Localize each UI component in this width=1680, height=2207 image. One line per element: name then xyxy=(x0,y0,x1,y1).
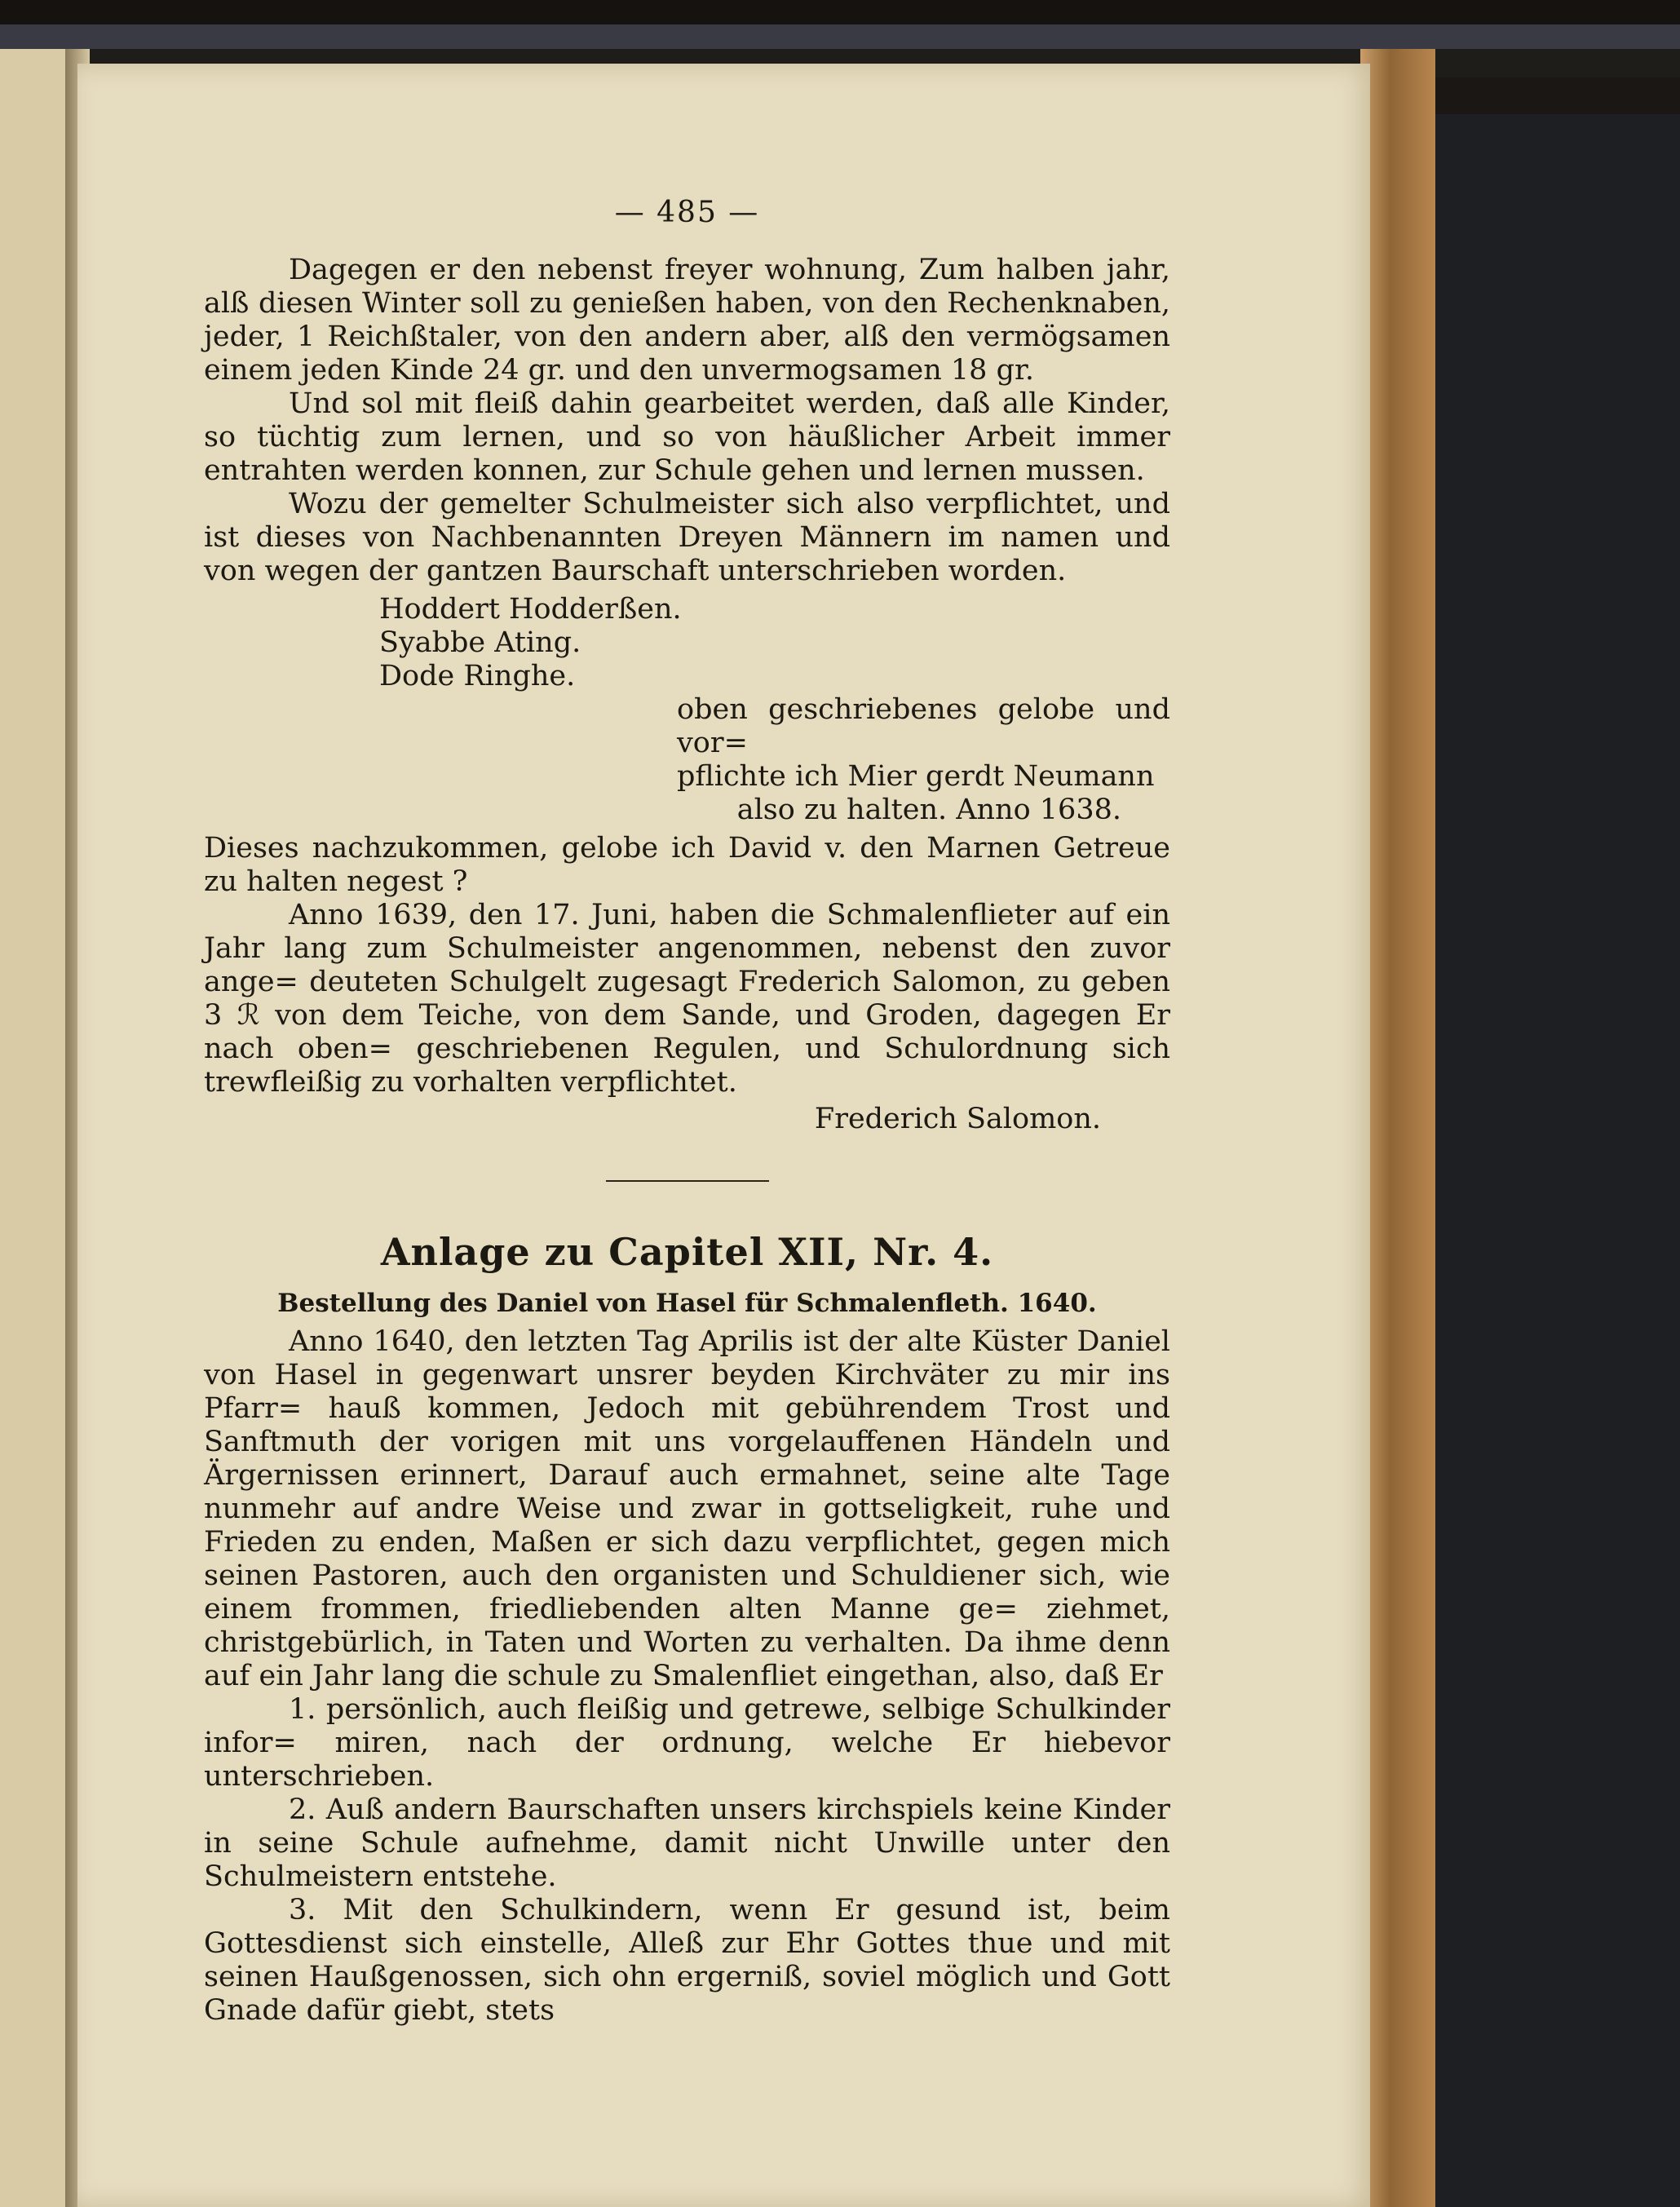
list-item: 2. Auß andern Baurschaften unsers kirchspiels keine Kinder in seine Schule aufnehme, damit nicht Unwille unter den Schulmeistern entstehe. xyxy=(204,1793,1170,1893)
signer-name: Syabbe Ating. xyxy=(379,626,581,659)
paragraph: Wozu der gemelter Schulmeister sich also verpflichtet, und ist dieses von Nachbenannten Dreyen Männern im namen und von wegen der gantzen Baurschaft unterschrieben worden. xyxy=(204,488,1170,587)
book-cover-board xyxy=(1435,114,1680,2207)
pledge-line: also zu halten. Anno 1638. xyxy=(736,794,1121,826)
page-fore-edge xyxy=(1360,49,1435,2207)
page-number: — 485 — xyxy=(614,196,760,229)
paragraph-1640: Anno 1640, den letzten Tag Aprilis ist der alte Küster Daniel von Hasel in gegenwart unsrer beyden Kirchväter zu mir ins Pfarr= hauß kommen, Jedoch mit gebührendem Trost und Sanftmuth der vorigen mit uns vorgelauffenen Händeln und Ärgernissen erinnert, Darauf auch ermahnet, seine alte Tage nunmehr auf andre Weise und zwar in gottseligkeit, ruhe und Frieden zu enden, Maßen er sich dazu verpflichtet, gegen mich seinen Pastoren, auch den organisten und Schuldiener sich, wie einem frommen, friedliebenden alten Manne ge= ziehmet, christgebürlich, in Taten und Worten zu verhalten. Da ihme denn auf ein Jahr lang die schule zu Smalenfliet eingethan, also, daß Er xyxy=(204,1325,1170,1692)
list-item: 1. persönlich, auch fleißig und getrewe, selbige Schulkinder infor= miren, nach der ordnung, welche Er hiebevor unterschrieben. xyxy=(204,1693,1170,1793)
pledge-line: pflichte ich Mier gerdt Neumann xyxy=(677,760,1155,793)
facing-page-edge xyxy=(0,49,73,2207)
paragraph: Dagegen er den nebenst freyer wohnung, Zum halben jahr, alß diesen Winter soll zu genießen haben, von den Rechenknaben, jeder, 1 Reichßtaler, von den andern aber, alß den vermögsamen einem jeden Kinde 24 gr. und den unvermogsamen 18 gr. xyxy=(204,254,1170,387)
signers-list xyxy=(379,593,1170,693)
pledge-neumann xyxy=(677,693,1170,827)
section-subheading: Bestellung des Daniel von Hasel für Schmalenfleth. 1640. xyxy=(277,1289,1097,1318)
paragraph: Und sol mit fleiß dahin gearbeitet werden, daß alle Kinder, so tüchtig zum lernen, und so von häußlicher Arbeit immer entrahten werden konnen, zur Schule gehen und lernen mussen. xyxy=(204,387,1170,487)
signature-salomon: Frederich Salomon. xyxy=(814,1103,1101,1135)
page-text xyxy=(204,196,1170,2028)
signer-name: Dode Ringhe. xyxy=(379,660,576,692)
section-divider xyxy=(606,1180,769,1182)
section-heading: Anlage zu Capitel XII, Nr. 4. xyxy=(380,1230,994,1274)
pledge-david: Dieses nachzukommen, gelobe ich David v. den Marnen Getreue zu halten negest ? xyxy=(204,832,1170,898)
paragraph-1639: Anno 1639, den 17. Juni, haben die Schmalenflieter auf ein Jahr lang zum Schulmeister angenommen, nebenst den zuvor ange= deuteten Schulgelt zugesagt Frederich Salomon, zu geben 3 ℛ von dem Teiche, von dem Sande, und Groden, dagegen Er nach oben= geschriebenen Regulen, und Schulordnung sich trewfleißig zu vorhalten verpflichtet. xyxy=(204,899,1170,1099)
signer-name: Hoddert Hodderßen. xyxy=(379,593,682,626)
pledge-line: oben geschriebenes gelobe und vor= xyxy=(677,693,1170,759)
list-item: 3. Mit den Schulkindern, wenn Er gesund ist, beim Gottesdienst sich einstelle, Alleß zur Ehr Gottes thue und mit seinen Haußgenossen, sich ohn ergerniß, soviel möglich und Gott Gnade dafür giebt, stets xyxy=(204,1894,1170,2027)
